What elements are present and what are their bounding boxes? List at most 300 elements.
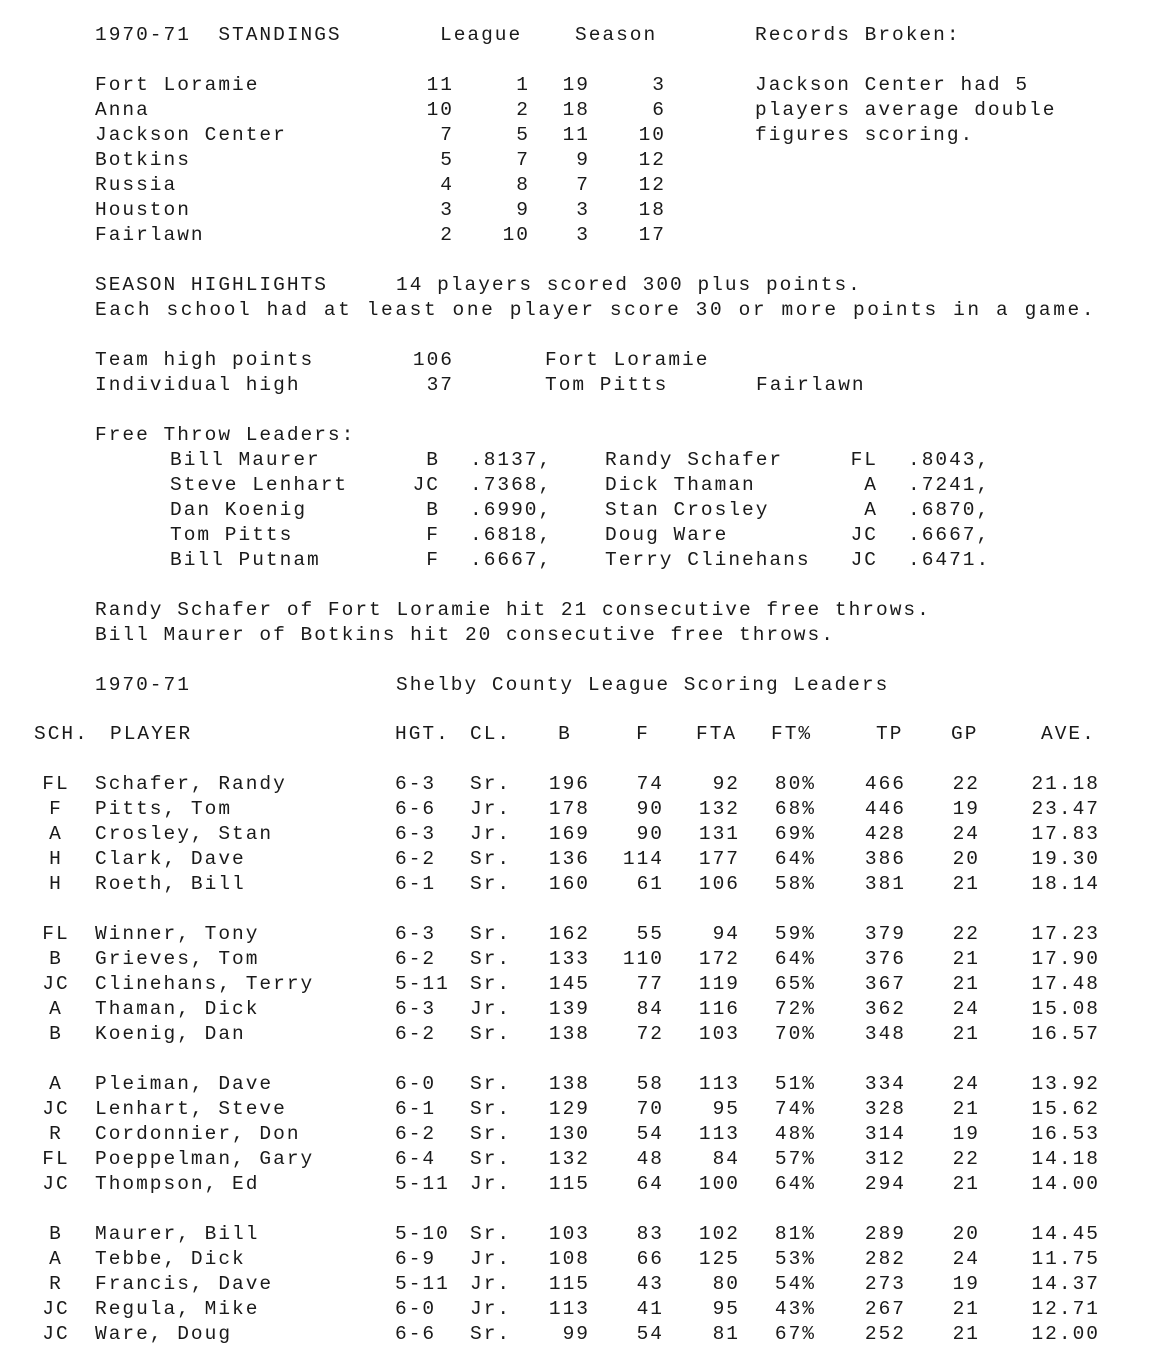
ft-percentage: .8137,: [470, 449, 553, 471]
cell-ftp: 68%: [774, 798, 816, 820]
cell-b: 115: [548, 1173, 590, 1195]
consecutive-line: Bill Maurer of Botkins hit 20 consecutive free throws.: [95, 624, 835, 646]
cell-cl: Sr.: [470, 1123, 512, 1145]
table-row: [0, 1247, 1166, 1272]
cell-ave: 17.48: [1031, 973, 1100, 995]
cell-ave: 19.30: [1031, 848, 1100, 870]
scoring-year: 1970-71: [95, 674, 191, 696]
standings-row: [0, 123, 1166, 148]
cell-ave: 14.00: [1031, 1173, 1100, 1195]
team-high-label: Team high points: [95, 349, 315, 371]
season-wins: 11: [562, 124, 590, 146]
free-throw-row: [0, 548, 1166, 573]
cell-hgt: 6-2: [395, 848, 437, 870]
cell-sch: A: [49, 823, 63, 845]
cell-ave: 12.00: [1031, 1323, 1100, 1345]
table-row: [0, 872, 1166, 897]
league-wins: 7: [440, 124, 454, 146]
scoring-header-row: [0, 722, 1166, 747]
cell-b: 160: [548, 873, 590, 895]
cell-ftp: 64%: [774, 1173, 816, 1195]
season-losses: 3: [652, 74, 666, 96]
ft-school: B: [426, 499, 440, 521]
team-name: Anna: [95, 99, 150, 121]
cell-player: Winner, Tony: [95, 923, 260, 945]
cell-sch: R: [49, 1273, 63, 1295]
cell-tp: 362: [864, 998, 906, 1020]
cell-ave: 23.47: [1031, 798, 1100, 820]
cell-tp: 312: [864, 1148, 906, 1170]
table-row: [0, 822, 1166, 847]
free-throw-title: Free Throw Leaders:: [95, 424, 356, 446]
season-wins: 18: [562, 99, 590, 121]
season-column-label: Season: [575, 24, 658, 46]
cell-hgt: 5-10: [395, 1223, 450, 1245]
standings-row: [0, 173, 1166, 198]
cell-player: Pleiman, Dave: [95, 1073, 274, 1095]
cell-f: 58: [636, 1073, 664, 1095]
cell-ave: 17.83: [1031, 823, 1100, 845]
cell-hgt: 6-3: [395, 923, 437, 945]
cell-gp: 20: [952, 848, 980, 870]
season-losses: 10: [638, 124, 666, 146]
individual-high-player: Tom Pitts: [545, 374, 669, 396]
league-wins: 4: [440, 174, 454, 196]
cell-b: 178: [548, 798, 590, 820]
cell-fta: 172: [698, 948, 740, 970]
cell-sch: JC: [42, 1323, 70, 1345]
cell-tp: 282: [864, 1248, 906, 1270]
cell-f: 84: [636, 998, 664, 1020]
season-losses: 12: [638, 149, 666, 171]
cell-b: 196: [548, 773, 590, 795]
cell-f: 41: [636, 1298, 664, 1320]
cell-cl: Jr.: [470, 1273, 512, 1295]
records-title: Records Broken:: [755, 24, 961, 46]
cell-sch: R: [49, 1123, 63, 1145]
cell-hgt: 6-9: [395, 1248, 437, 1270]
cell-fta: 103: [698, 1023, 740, 1045]
cell-gp: 24: [952, 823, 980, 845]
cell-fta: 177: [698, 848, 740, 870]
cell-ftp: 67%: [774, 1323, 816, 1345]
cell-fta: 125: [698, 1248, 740, 1270]
cell-ave: 13.92: [1031, 1073, 1100, 1095]
table-row: [0, 997, 1166, 1022]
cell-tp: 314: [864, 1123, 906, 1145]
header-ave: AVE.: [1041, 723, 1096, 745]
cell-gp: 24: [952, 1073, 980, 1095]
cell-hgt: 6-0: [395, 1073, 437, 1095]
season-wins: 19: [562, 74, 590, 96]
cell-gp: 19: [952, 1273, 980, 1295]
records-line: players average double: [755, 99, 1057, 121]
cell-sch: B: [49, 948, 63, 970]
cell-sch: JC: [42, 1173, 70, 1195]
table-row: [0, 1297, 1166, 1322]
individual-high-team: Fairlawn: [756, 374, 866, 396]
ft-player-name: Dan Koenig: [170, 499, 308, 521]
table-row: [0, 1022, 1166, 1047]
ft-percentage: .8043,: [908, 449, 991, 471]
cell-tp: 252: [864, 1323, 906, 1345]
table-row: [0, 1322, 1166, 1347]
cell-gp: 24: [952, 998, 980, 1020]
league-losses: 8: [516, 174, 530, 196]
cell-fta: 94: [712, 923, 740, 945]
cell-sch: B: [49, 1223, 63, 1245]
cell-gp: 21: [952, 873, 980, 895]
table-row: [0, 1147, 1166, 1172]
cell-b: 99: [562, 1323, 590, 1345]
cell-player: Thaman, Dick: [95, 998, 260, 1020]
cell-player: Ware, Doug: [95, 1323, 233, 1345]
league-wins: 5: [440, 149, 454, 171]
ft-school: JC: [412, 474, 440, 496]
cell-hgt: 6-4: [395, 1148, 437, 1170]
ft-school: A: [864, 474, 878, 496]
cell-player: Clark, Dave: [95, 848, 246, 870]
ft-percentage: .6990,: [470, 499, 553, 521]
ft-player-name: Stan Crosley: [605, 499, 770, 521]
season-wins: 9: [576, 149, 590, 171]
consecutive-line: Randy Schafer of Fort Loramie hit 21 consecutive free throws.: [95, 599, 931, 621]
cell-ftp: 54%: [774, 1273, 816, 1295]
header-hgt: HGT.: [395, 723, 450, 745]
cell-sch: H: [49, 873, 63, 895]
cell-cl: Sr.: [470, 1323, 512, 1345]
cell-ave: 15.62: [1031, 1098, 1100, 1120]
cell-player: Tebbe, Dick: [95, 1248, 246, 1270]
cell-f: 90: [636, 823, 664, 845]
individual-high-value: 37: [426, 374, 454, 396]
cell-b: 169: [548, 823, 590, 845]
cell-gp: 24: [952, 1248, 980, 1270]
season-wins: 7: [576, 174, 590, 196]
table-row: [0, 972, 1166, 997]
cell-tp: 328: [864, 1098, 906, 1120]
ft-player-name: Tom Pitts: [170, 524, 294, 546]
cell-f: 48: [636, 1148, 664, 1170]
league-column-label: League: [440, 24, 523, 46]
league-wins: 11: [426, 74, 454, 96]
ft-percentage: .6870,: [908, 499, 991, 521]
header-f: F: [636, 723, 650, 745]
season-wins: 3: [576, 224, 590, 246]
cell-hgt: 6-3: [395, 823, 437, 845]
cell-hgt: 6-2: [395, 1023, 437, 1045]
cell-tp: 294: [864, 1173, 906, 1195]
standings-title: 1970-71 STANDINGS: [95, 24, 342, 46]
cell-fta: 80: [712, 1273, 740, 1295]
cell-tp: 267: [864, 1298, 906, 1320]
cell-f: 55: [636, 923, 664, 945]
cell-b: 129: [548, 1098, 590, 1120]
cell-gp: 21: [952, 948, 980, 970]
cell-player: Thompson, Ed: [95, 1173, 260, 1195]
cell-ftp: 48%: [774, 1123, 816, 1145]
cell-tp: 348: [864, 1023, 906, 1045]
cell-f: 54: [636, 1123, 664, 1145]
records-line: figures scoring.: [755, 124, 975, 146]
cell-ftp: 72%: [774, 998, 816, 1020]
team-name: Houston: [95, 199, 191, 221]
cell-tp: 367: [864, 973, 906, 995]
league-losses: 10: [502, 224, 530, 246]
season-losses: 12: [638, 174, 666, 196]
highlights-line: Each school had at least one player score 30 or more points in a game.: [95, 299, 1097, 321]
cell-cl: Sr.: [470, 1148, 512, 1170]
cell-gp: 20: [952, 1223, 980, 1245]
cell-f: 90: [636, 798, 664, 820]
table-row: [0, 1272, 1166, 1297]
standings-row: [0, 198, 1166, 223]
league-wins: 3: [440, 199, 454, 221]
table-row: [0, 1097, 1166, 1122]
cell-f: 66: [636, 1248, 664, 1270]
league-losses: 1: [516, 74, 530, 96]
cell-f: 72: [636, 1023, 664, 1045]
individual-high-label: Individual high: [95, 374, 301, 396]
cell-ftp: 65%: [774, 973, 816, 995]
cell-ave: 12.71: [1031, 1298, 1100, 1320]
table-row: [0, 922, 1166, 947]
cell-sch: H: [49, 848, 63, 870]
cell-gp: 22: [952, 923, 980, 945]
cell-gp: 19: [952, 1123, 980, 1145]
free-throw-row: [0, 523, 1166, 548]
cell-fta: 113: [698, 1073, 740, 1095]
table-row: [0, 947, 1166, 972]
table-row: [0, 1122, 1166, 1147]
cell-cl: Sr.: [470, 923, 512, 945]
cell-sch: JC: [42, 1098, 70, 1120]
cell-tp: 386: [864, 848, 906, 870]
cell-player: Clinehans, Terry: [95, 973, 315, 995]
cell-ftp: 70%: [774, 1023, 816, 1045]
season-losses: 17: [638, 224, 666, 246]
season-wins: 3: [576, 199, 590, 221]
table-row: [0, 1222, 1166, 1247]
cell-sch: FL: [42, 1148, 70, 1170]
table-row: [0, 847, 1166, 872]
cell-cl: Jr.: [470, 823, 512, 845]
cell-sch: A: [49, 1073, 63, 1095]
cell-b: 108: [548, 1248, 590, 1270]
cell-gp: 22: [952, 1148, 980, 1170]
season-losses: 6: [652, 99, 666, 121]
table-row: [0, 772, 1166, 797]
cell-gp: 21: [952, 1298, 980, 1320]
team-high-team: Fort Loramie: [545, 349, 710, 371]
cell-f: 54: [636, 1323, 664, 1345]
cell-ftp: 81%: [774, 1223, 816, 1245]
cell-hgt: 6-3: [395, 773, 437, 795]
cell-hgt: 6-2: [395, 948, 437, 970]
ft-percentage: .6818,: [470, 524, 553, 546]
cell-cl: Sr.: [470, 873, 512, 895]
table-row: [0, 1072, 1166, 1097]
cell-gp: 22: [952, 773, 980, 795]
cell-cl: Jr.: [470, 1298, 512, 1320]
standings-row: [0, 148, 1166, 173]
cell-tp: 446: [864, 798, 906, 820]
team-name: Fort Loramie: [95, 74, 260, 96]
cell-sch: B: [49, 1023, 63, 1045]
cell-tp: 381: [864, 873, 906, 895]
standings-row: [0, 223, 1166, 248]
cell-hgt: 5-11: [395, 1173, 450, 1195]
highlights-text: 14 players scored 300 plus points.: [396, 274, 862, 296]
cell-player: Maurer, Bill: [95, 1223, 260, 1245]
ft-percentage: .6471.: [908, 549, 991, 571]
cell-player: Crosley, Stan: [95, 823, 274, 845]
cell-ave: 14.37: [1031, 1273, 1100, 1295]
cell-f: 61: [636, 873, 664, 895]
cell-hgt: 6-6: [395, 1323, 437, 1345]
cell-ave: 11.75: [1031, 1248, 1100, 1270]
league-wins: 2: [440, 224, 454, 246]
cell-cl: Jr.: [470, 998, 512, 1020]
cell-sch: F: [49, 798, 63, 820]
ft-player-name: Bill Putnam: [170, 549, 321, 571]
cell-ave: 21.18: [1031, 773, 1100, 795]
header-cl: CL.: [470, 723, 512, 745]
cell-fta: 81: [712, 1323, 740, 1345]
cell-tp: 334: [864, 1073, 906, 1095]
cell-gp: 21: [952, 1173, 980, 1195]
ft-school: B: [426, 449, 440, 471]
cell-ave: 15.08: [1031, 998, 1100, 1020]
cell-f: 74: [636, 773, 664, 795]
team-name: Russia: [95, 174, 178, 196]
cell-ftp: 80%: [774, 773, 816, 795]
cell-player: Pitts, Tom: [95, 798, 233, 820]
cell-fta: 113: [698, 1123, 740, 1145]
ft-percentage: .6667,: [470, 549, 553, 571]
cell-ftp: 58%: [774, 873, 816, 895]
cell-ave: 18.14: [1031, 873, 1100, 895]
cell-sch: A: [49, 1248, 63, 1270]
cell-fta: 132: [698, 798, 740, 820]
league-losses: 2: [516, 99, 530, 121]
cell-gp: 21: [952, 1098, 980, 1120]
cell-cl: Jr.: [470, 1173, 512, 1195]
cell-hgt: 6-0: [395, 1298, 437, 1320]
cell-fta: 92: [712, 773, 740, 795]
cell-f: 77: [636, 973, 664, 995]
cell-ftp: 74%: [774, 1098, 816, 1120]
cell-ftp: 59%: [774, 923, 816, 945]
cell-b: 136: [548, 848, 590, 870]
cell-ave: 16.53: [1031, 1123, 1100, 1145]
cell-ave: 17.90: [1031, 948, 1100, 970]
cell-cl: Sr.: [470, 1023, 512, 1045]
league-losses: 7: [516, 149, 530, 171]
cell-ftp: 51%: [774, 1073, 816, 1095]
cell-tp: 289: [864, 1223, 906, 1245]
cell-tp: 273: [864, 1273, 906, 1295]
cell-hgt: 6-6: [395, 798, 437, 820]
header-player: PLAYER: [110, 723, 193, 745]
cell-fta: 100: [698, 1173, 740, 1195]
cell-sch: JC: [42, 1298, 70, 1320]
cell-hgt: 6-1: [395, 1098, 437, 1120]
team-name: Fairlawn: [95, 224, 205, 246]
cell-player: Francis, Dave: [95, 1273, 274, 1295]
cell-fta: 95: [712, 1098, 740, 1120]
cell-player: Regula, Mike: [95, 1298, 260, 1320]
ft-school: FL: [850, 449, 878, 471]
cell-ftp: 53%: [774, 1248, 816, 1270]
cell-cl: Jr.: [470, 798, 512, 820]
records-line: Jackson Center had 5: [755, 74, 1030, 96]
free-throw-row: [0, 448, 1166, 473]
cell-b: 115: [548, 1273, 590, 1295]
header-ftp: FT%: [771, 723, 813, 745]
cell-sch: JC: [42, 973, 70, 995]
header-fta: FTA: [696, 723, 738, 745]
cell-ftp: 69%: [774, 823, 816, 845]
cell-f: 114: [622, 848, 664, 870]
cell-cl: Sr.: [470, 1098, 512, 1120]
cell-cl: Sr.: [470, 848, 512, 870]
cell-b: 138: [548, 1023, 590, 1045]
ft-percentage: .7241,: [908, 474, 991, 496]
cell-ave: 14.45: [1031, 1223, 1100, 1245]
cell-tp: 466: [864, 773, 906, 795]
ft-school: F: [426, 549, 440, 571]
cell-player: Cordonnier, Don: [95, 1123, 301, 1145]
cell-b: 113: [548, 1298, 590, 1320]
cell-cl: Sr.: [470, 948, 512, 970]
cell-fta: 131: [698, 823, 740, 845]
team-name: Jackson Center: [95, 124, 287, 146]
cell-hgt: 6-1: [395, 873, 437, 895]
cell-b: 138: [548, 1073, 590, 1095]
header-sch: SCH.: [34, 723, 89, 745]
ft-player-name: Terry Clinehans: [605, 549, 811, 571]
cell-gp: 21: [952, 1323, 980, 1345]
cell-gp: 21: [952, 973, 980, 995]
cell-b: 139: [548, 998, 590, 1020]
ft-player-name: Doug Ware: [605, 524, 729, 546]
cell-sch: A: [49, 998, 63, 1020]
cell-hgt: 6-3: [395, 998, 437, 1020]
cell-f: 70: [636, 1098, 664, 1120]
cell-ave: 16.57: [1031, 1023, 1100, 1045]
table-row: [0, 1172, 1166, 1197]
cell-b: 162: [548, 923, 590, 945]
ft-school: JC: [850, 549, 878, 571]
header-gp: GP: [951, 723, 979, 745]
cell-f: 110: [622, 948, 664, 970]
cell-ftp: 43%: [774, 1298, 816, 1320]
cell-player: Poeppelman, Gary: [95, 1148, 315, 1170]
cell-hgt: 5-11: [395, 973, 450, 995]
ft-percentage: .6667,: [908, 524, 991, 546]
cell-sch: FL: [42, 773, 70, 795]
team-name: Botkins: [95, 149, 191, 171]
cell-gp: 21: [952, 1023, 980, 1045]
ft-player-name: Steve Lenhart: [170, 474, 349, 496]
cell-hgt: 6-2: [395, 1123, 437, 1145]
cell-cl: Jr.: [470, 1248, 512, 1270]
cell-b: 130: [548, 1123, 590, 1145]
free-throw-row: [0, 498, 1166, 523]
cell-fta: 116: [698, 998, 740, 1020]
cell-fta: 84: [712, 1148, 740, 1170]
